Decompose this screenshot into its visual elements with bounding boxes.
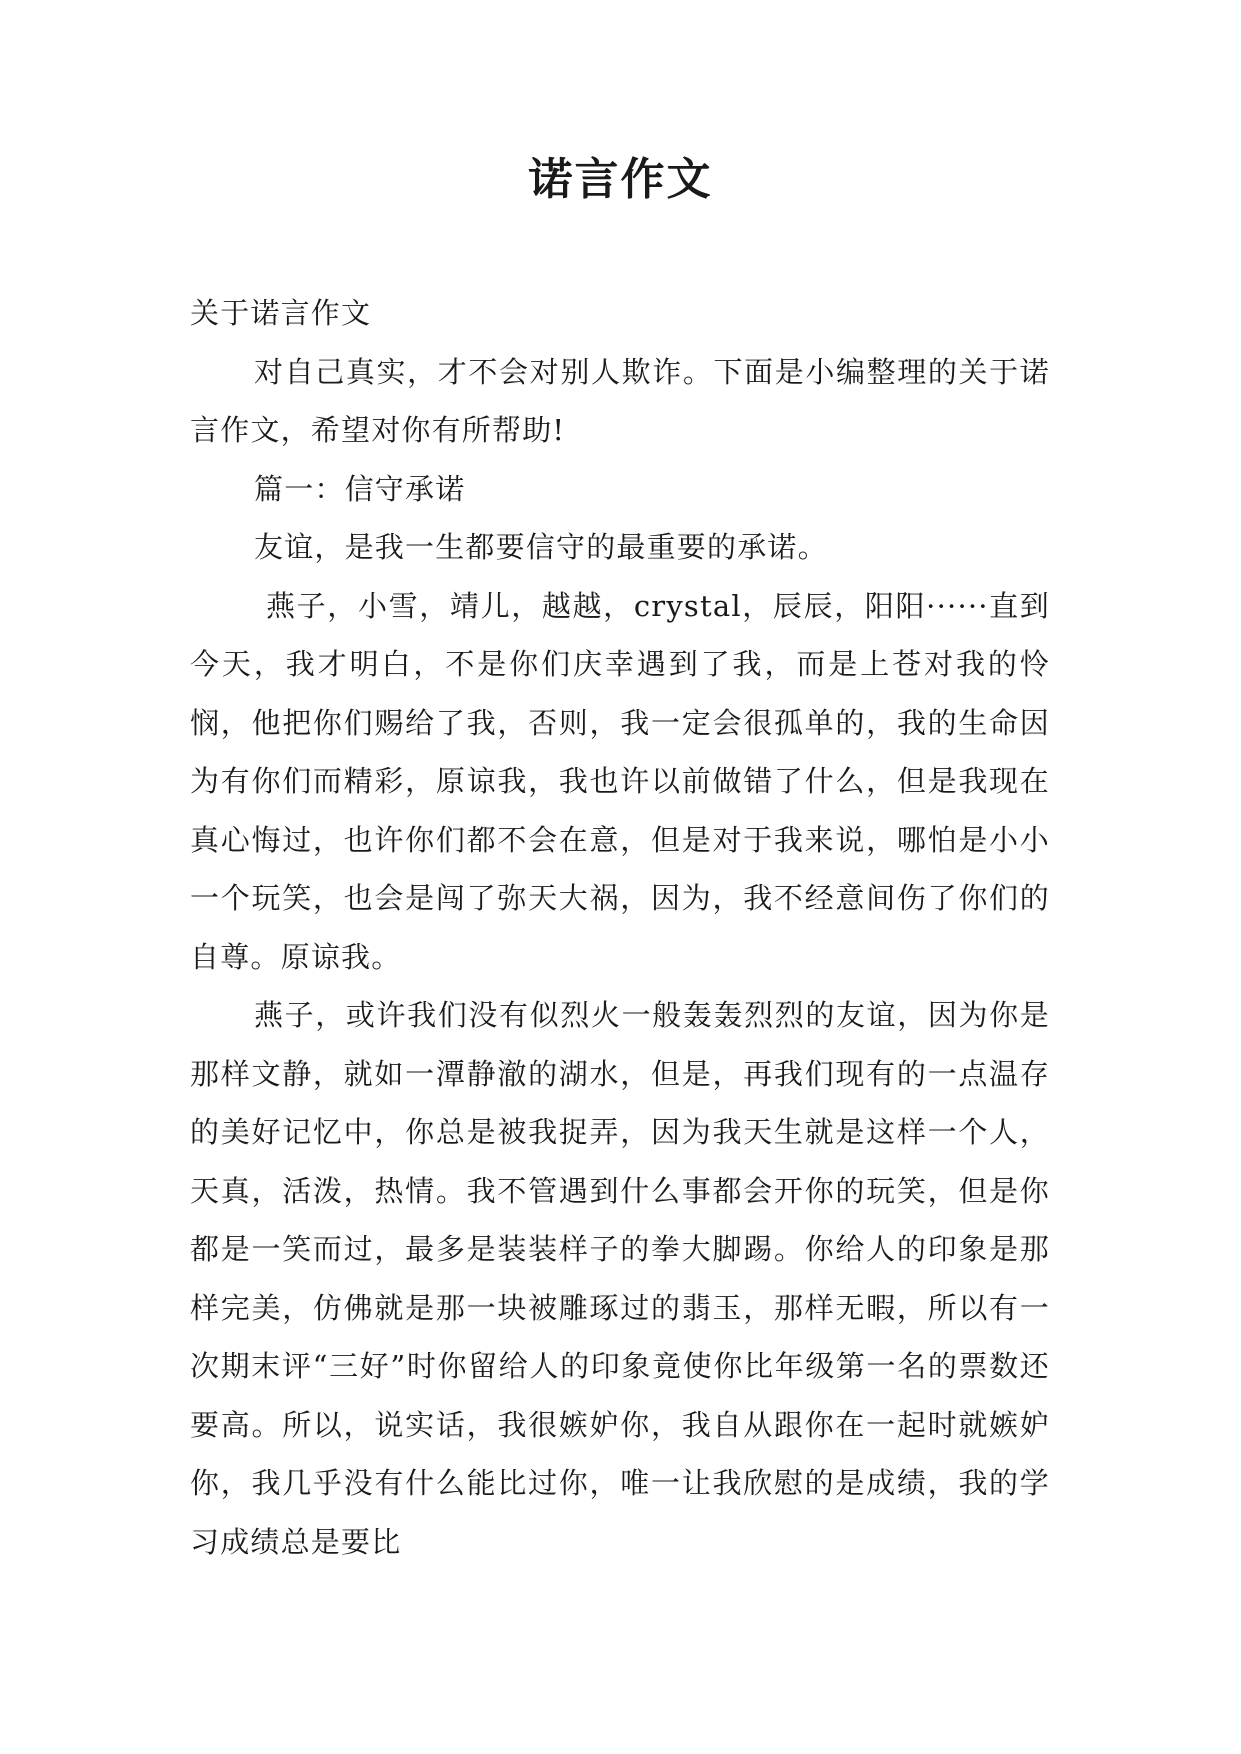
section-heading: 篇一：信守承诺 [254, 471, 466, 506]
document-title: 诺言作文 [528, 154, 713, 205]
body-paragraph: 燕子，或许我们没有似烈火一般轰轰烈烈的友谊，因为你是那样文静，就如一潭静澈的湖水，但是，再我们现有的一点温存的美好记忆中，你总是被我捉弄，因为我天生就是这样一个人，天真，活泼，热情。我不管遇到什么事都会开你的玩笑，但是你都是一笑而过，最多是装装样子的拳大脚踢。你给人的印象是那样完美，仿佛就是那一块被雕琢过的翡玉，那样无暇，所以有一次期末评“三好”时你留给人的印象竟使你比年级第一名的票数还要高。所以，说实话，我很嫉妒你，我自从跟你在一起时就嫉妒你，我几乎没有什么能比过你，唯一让我欣慰的是成绩，我的学习成绩总是要比 [190, 998, 1050, 1559]
document-subtitle: 关于诺言作文 [190, 296, 372, 330]
body-paragraph: 燕子，小雪，靖儿，越越，crystal，辰辰，阳阳······直到今天，我才明白，不是你们庆幸遇到了我，而是上苍对我的怜悯，他把你们赐给了我，否则，我一定会很孤单的，我的生命因为有你们而精彩，原谅我，我也许以前做错了什么，但是我现在真心悔过，也许你们都不会在意，但是对于我来说，哪怕是小小一个玩笑，也会是闯了弥天大祸，因为，我不经意间伤了你们的自尊。原谅我。 [190, 588, 1050, 974]
document-body [190, 284, 1050, 1571]
body-paragraph: 友谊，是我一生都要信守的最重要的承诺。 [254, 530, 828, 564]
intro-paragraph: 对自己真实，才不会对别人欺诈。下面是小编整理的关于诺言作文，希望对你有所帮助! [190, 354, 1050, 447]
